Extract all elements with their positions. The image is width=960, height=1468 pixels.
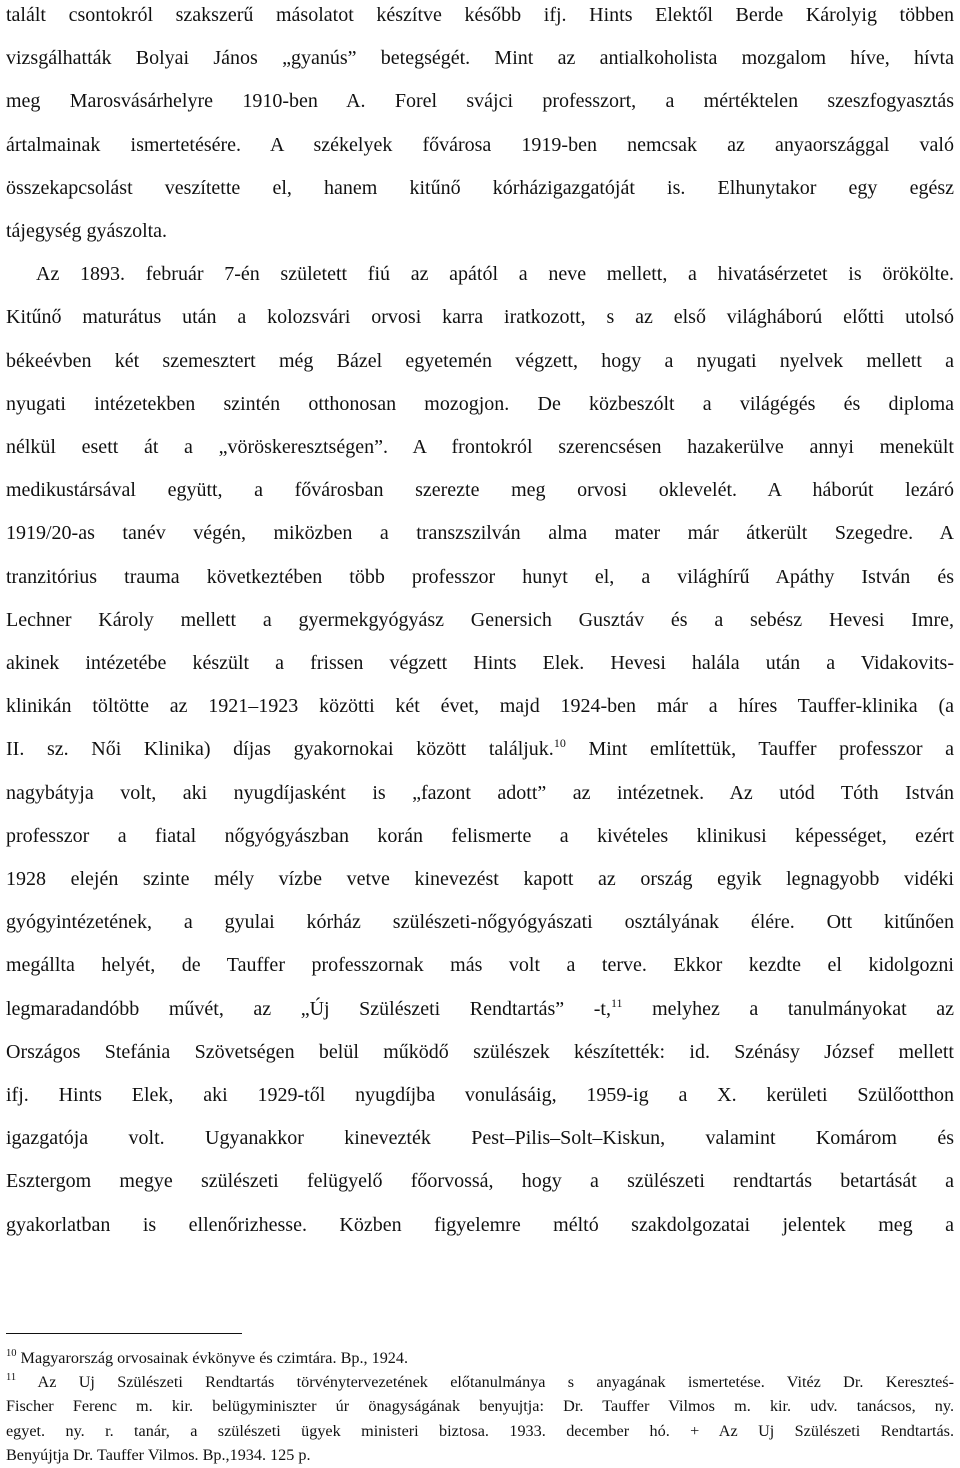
text-line: ártalmainak ismertetésére. A székelyek fővárosa 1919-ben nemcsak az anyaországgal való [6,133,954,156]
text-line: Kitűnő maturátus után a kolozsvári orvosi karra iratkozott, s az első világháború előtti utolsó [6,306,954,329]
text-line: Esztergom megye szülészeti felügyelő főorvossá, hogy a szülészeti rendtartás betartását a [6,1170,954,1193]
text-line: Az 1893. február 7-én született fiú az apától a neve mellett, a hivatásérzetet is örökölte. [36,263,954,286]
document-page [6,0,955,1464]
text-line: 1919/20-as tanév végén, miközben a transzszilván alma mater már átkerült Szegedre. A [6,522,954,545]
text-line: akinek intézetébe készült a frissen végzett Hints Elek. Hevesi halála után a Vidakovits- [6,652,954,675]
paragraph-1 [6,0,954,253]
footnote-ref-11[interactable]: 11 [610,995,623,1010]
footnote-text: Magyarország orvosainak évkönyve és czimtára. Bp., 1924. [16,1349,409,1367]
footnote-number-11: 11 [6,1372,17,1384]
footnote-line: Benyújtja Dr. Tauffer Vilmos. Bp.,1934. 125 p. [6,1445,311,1464]
footnote-line: egyet. ny. r. tanár, a szülészeti ügyek ministeri biztosa. 1933. december hó. + Az Uj Szülészeti Rendtartás. [6,1421,954,1440]
text-line: klinikán töltötte az 1921–1923 közötti két évet, majd 1924-ben már a híres Tauffer-klinika (a [6,695,954,718]
footnote-ref-10[interactable]: 10 [553,736,566,751]
text-line: gyakorlatban is ellenőrizhesse. Közben figyelemre méltó szakdolgozatai jelentek meg a [6,1213,954,1236]
text-line: Országos Stefánia Szövetségen belül működő szülészek készítették: id. Szénásy József mellett [6,1040,954,1063]
text-line: medikustársával együtt, a fővárosban szerezte meg orvosi oklevelét. A háborút lezáró [6,479,954,502]
text-line: megállta helyét, de Tauffer professzornak más volt a terve. Ekkor kezdte el kidolgozni [6,954,954,977]
footnote-line: Fischer Ferenc m. kir. belügyminiszter úr önagyságának benyujtja: Dr. Tauffer Vilmos m. kir. udv. tanácsos, ny. [6,1397,954,1416]
text-line: békeévben két szemesztert még Bázel egyetemén végzett, hogy a nyugati nyelvek mellett a [6,349,954,372]
text-line-with-footnote-10 [6,728,954,771]
footnote-10 [6,1346,954,1370]
text-line: ifj. Hints Elek, aki 1929-től nyugdíjba vonulásáig, 1959-ig a X. kerületi Szülőotthon [6,1084,954,1107]
footnotes [6,1346,954,1467]
footnote-number-10: 10 [6,1348,17,1359]
text-line: 1928 elején szinte mély vízbe vetve kinevezést kapott az ország egyik legnagyobb vidéki [6,868,954,891]
footnote-divider [6,1333,242,1334]
text-line-with-footnote-11 [6,988,954,1031]
footnote-11 [6,1370,954,1394]
text-segment: Mint említettük, Tauffer professzor a [565,738,954,761]
paragraph-2 [6,253,954,1247]
text-line: nélkül esett át a „vöröskeresztségen”. A frontokról szerencsésen hazakerülve annyi menekült [6,436,954,459]
text-segment: legmaradandóbb művét, az „Új Szülészeti Rendtartás” -t, [6,997,611,1020]
text-segment: melyhez a tanulmányokat az [622,997,955,1020]
text-line: talált csontokról szakszerű másolatot készítve később ifj. Hints Elektől Berde Károlyig többen [6,4,954,26]
text-line: tranzitórius trauma következtében több professzor hunyt el, a világhírű Apáthy István és [6,565,954,588]
text-line: igazgatója volt. Ugyanakkor kinevezték Pest–Pilis–Solt–Kiskun, valamint Komárom és [6,1127,954,1150]
text-line: Lechner Károly mellett a gyermekgyógyász Genersich Gusztáv és a sebész Hevesi Imre, [6,608,954,631]
text-line: összekapcsolást veszítette el, hanem kitűnő kórházigazgatóját is. Elhunytakor egy egész [6,176,954,199]
text-line: nyugati intézetekben szintén otthonosan mozogjon. De közbeszólt a világégés és diploma [6,392,954,415]
footnote-text: Az Uj Szülészeti Rendtartás törvénytervezetének előtanulmánya s anyagának ismertetése. Vitéz Dr. Kereszteś- [16,1373,954,1392]
text-line: meg Marosvásárhelyre 1910-ben A. Forel svájci professzort, a mértéktelen szeszfogyasztás [6,90,954,113]
text-line: tájegység gyászolta. [6,220,168,243]
text-line: nagybátyja volt, aki nyugdíjasként is „fazont adott” az intézetnek. Az utód Tóth István [6,781,954,804]
text-line: vizsgálhatták Bolyai János „gyanús” betegségét. Mint az antialkoholista mozgalom híve, hívta [6,47,954,70]
text-line: professzor a fiatal nőgyógyászban korán felismerte a kivételes klinikusi képességet, ezért [6,824,954,847]
text-segment: II. sz. Női Klinika) díjas gyakornokai között találjuk. [6,738,554,761]
text-line: gyógyintézetének, a gyulai kórház szülészeti-nőgyógyászati osztályának élére. Ott kitűnően [6,911,954,934]
